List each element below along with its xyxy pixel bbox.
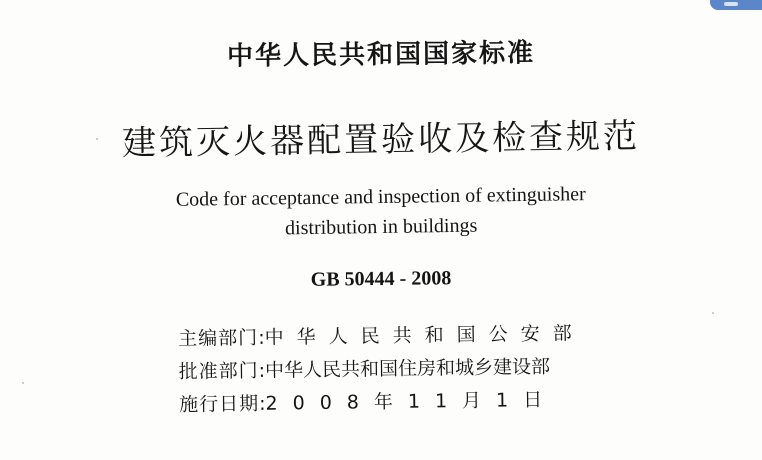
publication-info [178, 317, 639, 422]
document-title-chinese: 建筑灭火器配置验收及检查规范 [121, 116, 641, 164]
corner-tab-icon[interactable] [710, 0, 762, 10]
approver-value: 中华人民共和国住房和城乡建设部 [264, 355, 551, 382]
effective-date-label: 施行日期 [178, 392, 260, 416]
scan-speck [96, 138, 98, 140]
editor-row [178, 317, 638, 356]
english-title-line-1: Code for acceptance and inspection of extinguisher [175, 183, 586, 211]
effective-date-value: 2008年11月1日 [265, 388, 558, 415]
editor-label: 主编部门 [178, 326, 259, 350]
editor-separator: : [258, 326, 265, 349]
scan-speck [22, 382, 24, 384]
document-title-english [0, 177, 762, 248]
scan-speck [712, 312, 714, 314]
english-title-line-2: distribution in buildings [284, 214, 478, 240]
standard-type-heading: 中华人民共和国国家标准 [226, 38, 536, 72]
standard-number: GB 50444 - 2008 [310, 267, 452, 291]
effective-date-row [179, 383, 639, 422]
approver-label: 批准部门 [178, 359, 259, 383]
effective-date-separator: : [258, 392, 266, 415]
editor-value: 中华人民共和国公安部 [264, 322, 585, 349]
approver-separator: : [258, 359, 266, 382]
